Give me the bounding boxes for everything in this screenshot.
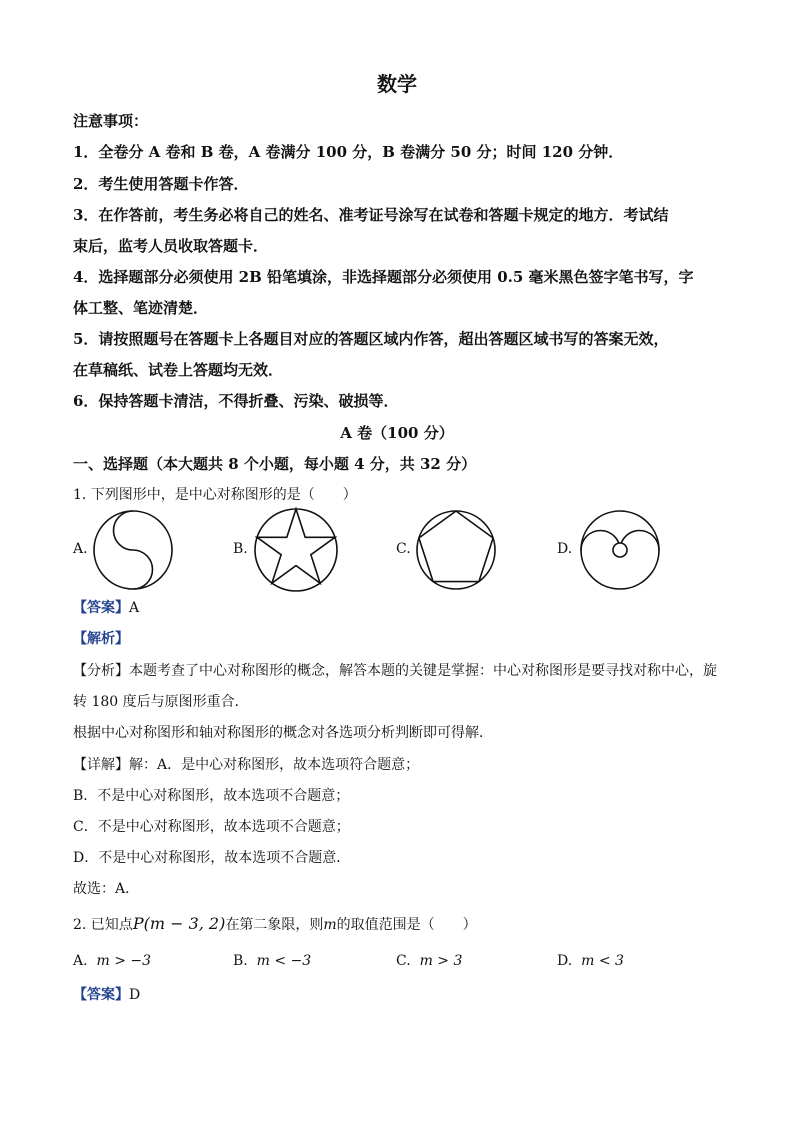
notice-item: 体工整、笔迹清楚． (73, 299, 209, 317)
q2-option-a: A. m > −3 (73, 953, 152, 969)
q2-stem-suffix: 的取值范围是（ ） (336, 917, 477, 933)
analysis-line: D．不是中心对称图形，故本选项不合题意． (73, 850, 351, 866)
yin-yang-figure (91, 508, 175, 592)
notice-heading: 注意事项： (73, 112, 149, 130)
option-b-label: B. (233, 541, 248, 557)
notice-item: 6．保持答题卡清洁，不得折叠、污染、破损等． (73, 392, 399, 410)
arcs-circle-figure (577, 508, 663, 592)
answer-label: 【答案】 (73, 987, 129, 1003)
analysis-line: 【详解】解：A．是中心对称图形，故本选项符合题意； (73, 757, 420, 773)
answer-label: 【答案】 (73, 600, 129, 616)
question-1-stem: 1. 下列图形中，是中心对称图形的是（ ） (73, 487, 357, 503)
star-in-circle-figure (252, 506, 340, 594)
q2-point-expression: P(m − 3, 2) (132, 914, 226, 933)
analysis-line: 转 180 度后与原图形重合． (73, 694, 249, 710)
q2-option-b: B. m < −3 (233, 953, 312, 969)
q2-option-c: C. m > 3 (396, 953, 463, 969)
analysis-line: 根据中心对称图形和轴对称图形的概念对各选项分析判断即可得解． (73, 725, 493, 741)
section-title: A 卷（100 分） (340, 424, 454, 442)
analysis-line: 故选：A． (73, 881, 140, 897)
notice-item: 4．选择题部分必须使用 2B 铅笔填涂，非选择题部分必须使用 0.5 毫米黑色签字笔书写，字 (73, 268, 694, 286)
analysis-line: 【分析】本题考查了中心对称图形的概念，解答本题的关键是掌握：中心对称图形是要寻找对称中心，旋 (73, 663, 717, 679)
pentagon-in-circle-figure (414, 508, 498, 592)
answer-value: A (129, 600, 140, 616)
notice-item: 1．全卷分 A 卷和 B 卷，A 卷满分 100 分，B 卷满分 50 分；时间 120 分钟． (73, 143, 624, 161)
notice-item: 2．考生使用答题卡作答． (73, 175, 249, 193)
answer-line (73, 597, 139, 617)
analysis-label: 【解析】 (73, 631, 129, 647)
q2-variable: m (323, 917, 337, 933)
q2-stem-mid: 在第二象限，则 (225, 917, 324, 933)
q2-stem-prefix: 2. 已知点 (73, 917, 133, 933)
q2-answer-line (73, 984, 140, 1004)
analysis-line: B．不是中心对称图形，故本选项不合题意； (73, 788, 350, 804)
notice-item: 在草稿纸、试卷上答题均无效． (73, 361, 284, 379)
answer-value: D (129, 987, 141, 1003)
option-c-label: C. (396, 541, 411, 557)
q2-option-d: D. m < 3 (557, 953, 624, 969)
question-2-stem (73, 914, 477, 934)
notice-item: 5．请按照题号在答题卡上各题目对应的答题区域内作答，超出答题区域书写的答案无效， (73, 330, 669, 348)
option-d-label: D. (557, 541, 573, 557)
notice-item: 3．在作答前，考生务必将自己的姓名、准考证号涂写在试卷和答题卡规定的地方．考试结 (73, 206, 669, 224)
part-title: 一、选择题（本大题共 8 个小题，每小题 4 分，共 32 分） (73, 455, 477, 473)
analysis-line: C．不是中心对称图形，故本选项不合题意； (73, 819, 350, 835)
page-title: 数学 (377, 72, 417, 96)
notice-item: 束后，监考人员收取答题卡． (73, 237, 269, 255)
option-a-label: A. (73, 541, 88, 557)
